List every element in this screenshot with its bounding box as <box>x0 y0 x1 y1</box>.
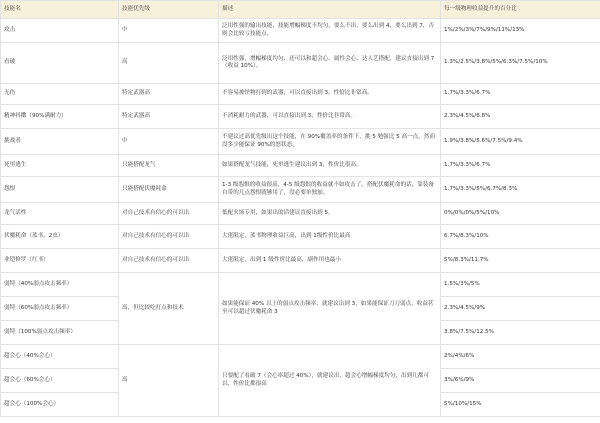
table-row <box>1 225 600 249</box>
skill-name: 弱特（100%弱点攻击频率） <box>1 321 119 345</box>
skill-name: 看破 <box>1 43 119 84</box>
skill-description: 泛用性强的输出技能，技能增幅梯度不均匀，要么不出，要么出到 4，要么出到 7，否则会比较亏技能点。 <box>219 19 441 43</box>
skill-priority: 高 <box>119 345 219 417</box>
skill-gain: 5%/10%/15% <box>441 393 600 417</box>
skill-name: 精神抖擞（90%满耐力） <box>1 105 119 129</box>
table-row <box>1 203 600 225</box>
skill-name: 弱特（60%弱点攻击频率） <box>1 297 119 321</box>
header-row <box>1 1 600 19</box>
skill-description: 不容易被怪物打到的武器，可以直接出到 3，性价比非常高。 <box>219 84 441 105</box>
skill-name: 挑战者 <box>1 129 119 155</box>
skill-name: 超会心（100%会心） <box>1 393 119 417</box>
skill-gain: 1.3%/2.5%/3.8%/5%/6.3%/7.5%/10% <box>441 43 600 84</box>
skill-description: 如果能保证 40% 以上的弱点攻击频率，就建议出到 3，如果能保证刀刀弱点，收益甚至可以超过伏魔耗命 3 <box>219 273 441 345</box>
table-row <box>1 19 600 43</box>
skill-priority: 对自己技术有信心的可以出 <box>119 203 219 225</box>
table-row <box>1 155 600 177</box>
skill-gain: 1%/2%/3%/7%/9%/11%/13% <box>441 19 600 43</box>
skill-name: 伏魔耗命（蓝书，2虫） <box>1 225 119 249</box>
skill-gain: 1.7%/3.3%/6.7% <box>441 155 600 177</box>
skill-priority: 对自己技术有信心的可以出 <box>119 225 219 249</box>
skill-gain: 0%/0%/0%/5%/10% <box>441 203 600 225</box>
header-description: 描述 <box>219 1 441 19</box>
skill-name: 超会心（40%会心） <box>1 345 119 369</box>
skill-description: 只要配了看破 7（会心率超过 40%），就建议出，超会心增幅梯度均匀，出到几都可以，性价比都很高 <box>219 345 441 417</box>
skill-priority: 高 <box>119 43 219 84</box>
table-row <box>1 129 600 155</box>
skill-description: 如果搭配龙气技能，死里逃生建议出到 3，性价比很高。 <box>219 155 441 177</box>
table-row <box>1 43 600 84</box>
skill-gain: 3.8%/7.5%/12.5% <box>441 321 600 345</box>
skill-gain: 3%/6%/9% <box>441 369 600 393</box>
skill-name: 弱特（40%弱点攻击频率） <box>1 273 119 297</box>
skill-description: 泛用性强，增幅梯度均匀，还可以和超会心、属性会心、达人艺搭配，建议直接出到 7（收益 10%）。 <box>219 43 441 84</box>
skill-gain: 2%/4%/6% <box>441 345 600 369</box>
header-gain: 每一级物理收益提升的百分比 <box>441 1 600 19</box>
skill-name: 无伤 <box>1 84 119 105</box>
skill-priority: 高，但比较吃打点和技术 <box>119 273 219 345</box>
table-row <box>1 177 600 203</box>
skill-priority: 对自己技术有信心的可以出 <box>119 249 219 273</box>
skill-gain: 6.7%/8.3%/10% <box>441 225 600 249</box>
skill-priority: 特定武器高 <box>119 105 219 129</box>
table-row <box>1 345 600 369</box>
skill-name: 死里逃生 <box>1 155 119 177</box>
skill-gain: 5%/8.3%/11.7% <box>441 249 600 273</box>
skill-name: 超会心（60%会心） <box>1 369 119 393</box>
skill-gain: 1.7%/3.3%/5%/6.7%/8.3% <box>441 177 600 203</box>
skill-description: 1-3 级怨恨的收益很高，4-5 级怨恨的收益就不如攻击了，搭配伏魔耗命的话，靠装备自带的几点怨恨就够用了，没必要单独加。 <box>219 177 441 203</box>
table-row <box>1 84 600 105</box>
skill-gain: 2.3%/4.5%/9% <box>441 297 600 321</box>
skill-gain: 2.3%/4.5%/6.8% <box>441 105 600 129</box>
table-row <box>1 105 600 129</box>
skill-priority: 只能搭配龙气 <box>119 155 219 177</box>
skill-priority: 只能搭配伏魔耗命 <box>119 177 219 203</box>
skill-name: 龙气活性 <box>1 203 119 225</box>
skill-name: 业铠修罗（红书） <box>1 249 119 273</box>
skill-priority: 特定武器高 <box>119 84 219 105</box>
skill-gain: 1.9%/3.8%/5.6%/7.5%/9.4% <box>441 129 600 155</box>
header-skill-name: 技能名 <box>1 1 119 19</box>
table-row <box>1 249 600 273</box>
skill-name: 攻击 <box>1 19 119 43</box>
skill-description: 不建议过高优先级出这个技能，在 90%覆盖率的条件下，挑 5 勉强比 5 高一点，然而没多少能保证 90%的怒状态。 <box>219 129 441 155</box>
skill-gain: 1.7%/3.3%/6.7% <box>441 84 600 105</box>
skill-description: 大佬限定，蓝书物理收益巨高，出到 1级性价比最高 <box>219 225 441 249</box>
skill-priority: 中 <box>119 129 219 155</box>
skill-name: 怨恨 <box>1 177 119 203</box>
skill-gain: 1.5%/3%/5% <box>441 273 600 297</box>
header-priority: 技能优先级 <box>119 1 219 19</box>
skill-description: 不消耗耐力的武器，可以直接出到 3，性价比非常高。 <box>219 105 441 129</box>
skill-description: 大佬限定，出到 1 级性价比最高，副作用也最小 <box>219 249 441 273</box>
skill-description: 低配火场专用，如果出的话建议直接出到 5。 <box>219 203 441 225</box>
skill-priority: 中 <box>119 19 219 43</box>
table-row <box>1 273 600 297</box>
